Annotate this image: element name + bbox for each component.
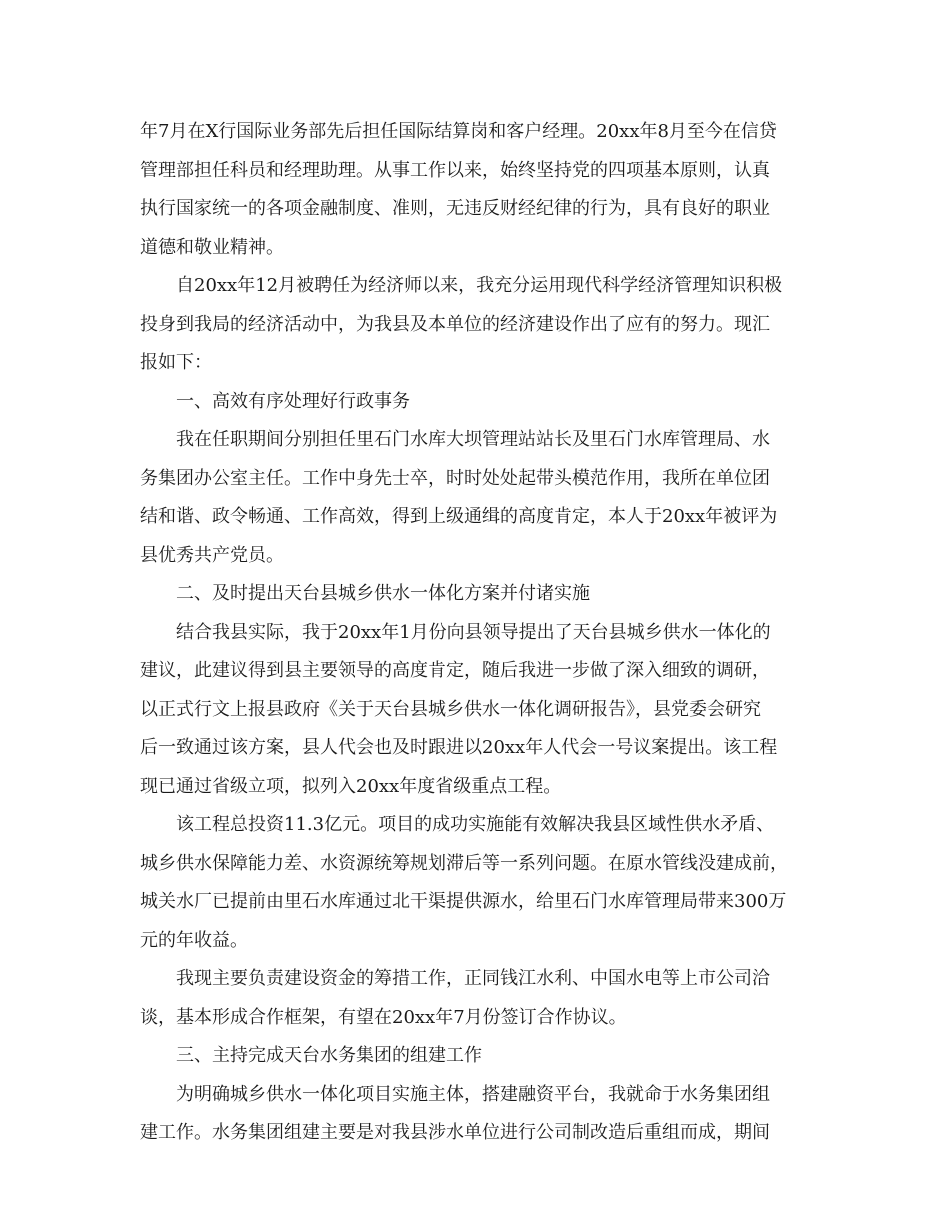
document-body (140, 113, 840, 1153)
text-line: 现已通过省级立项，拟列入20xx年度省级重点工程。 (140, 775, 562, 797)
text-line: 城乡供水保障能力差、水资源统筹规划滞后等一系列问题。在原水管线没建成前， (140, 852, 788, 874)
text-line: 县优秀共产党员。 (140, 544, 284, 566)
text-line: 元的年收益。 (140, 929, 248, 951)
text-line: 建工作。水务集团组建主要是对我县涉水单位进行公司制改造后重组而成，期间 (140, 1122, 770, 1143)
text-line: 建议，此建议得到县主要领导的高度肯定，随后我进一步做了深入细致的调研， (140, 660, 770, 681)
text-line: 后一致通过该方案，县人代会也及时跟进以20xx年人代会一号议案提出。该工程 (140, 737, 778, 758)
paragraph-start-line: 结合我县实际，我于20xx年1月份向县领导提出了天台县城乡供水一体化的 (176, 621, 771, 643)
section-heading-3: 三、主持完成天台水务集团的组建工作 (176, 1045, 482, 1066)
text-line: 执行国家统一的各项金融制度、准则，无违反财经纪律的行为，具有良好的职业 (140, 198, 770, 219)
paragraph-start-line: 为明确城乡供水一体化项目实施主体，搭建融资平台，我就命于水务集团组 (176, 1083, 770, 1105)
paragraph-start-line: 我现主要负责建设资金的筹措工作，正同钱江水利、中国水电等上市公司洽 (176, 968, 770, 989)
text-line: 管理部担任科员和经理助理。从事工作以来，始终坚持党的四项基本原则，认真 (140, 159, 770, 181)
paragraph-start-line: 自20xx年12月被聘任为经济师以来，我充分运用现代科学经济管理知识积极 (176, 275, 783, 296)
text-line: 年7月在X行国际业务部先后担任国际结算岗和客户经理。20xx年8月至今在信贷 (140, 121, 777, 142)
text-line: 谈，基本形成合作框架，有望在20xx年7月份签订合作协议。 (140, 1006, 627, 1028)
paragraph-start-line: 该工程总投资11.3亿元。项目的成功实施能有效解决我县区域性供水矛盾、 (176, 814, 775, 835)
text-line: 结和谐、政令畅通、工作高效，得到上级通缉的高度肯定，本人于20xx年被评为 (140, 506, 778, 527)
text-line: 道德和敬业精神。 (140, 236, 284, 258)
text-line: 以正式行文上报县政府《关于天台县城乡供水一体化调研报告》，县党委会研究 (140, 698, 761, 720)
text-line: 城关水厂已提前由里石水库通过北干渠提供源水，给里石门水库管理局带来300万 (140, 891, 787, 912)
section-heading-2: 二、及时提出天台县城乡供水一体化方案并付诸实施 (176, 583, 590, 604)
text-line: 投身到我局的经济活动中，为我县及本单位的经济建设作出了应有的努力。现汇 (140, 313, 770, 335)
paragraph-start-line: 我在任职期间分别担任里石门水库大坝管理站站长及里石门水库管理局、水 (176, 429, 770, 450)
text-line: 务集团办公室主任。工作中身先士卒，时时处处起带头模范作用，我所在单位团 (140, 467, 770, 489)
section-heading-1: 一、高效有序处理好行政事务 (176, 390, 410, 412)
text-line: 报如下： (140, 352, 212, 373)
